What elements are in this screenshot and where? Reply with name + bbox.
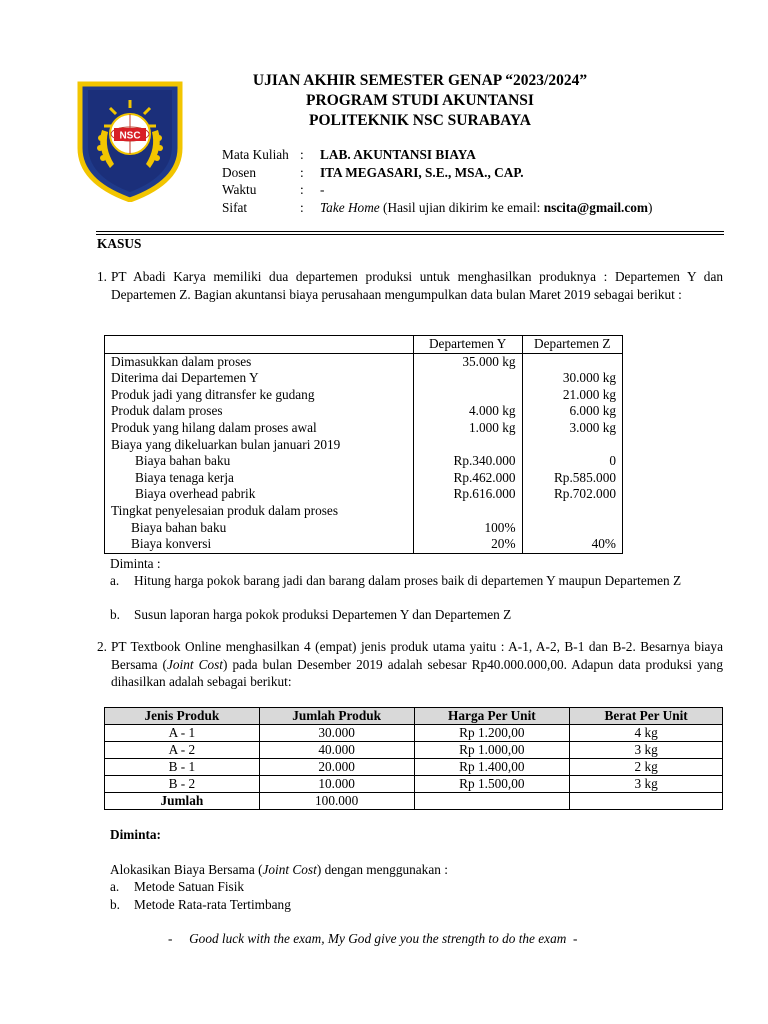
q1-task-b [110,606,723,624]
closing-dash-left: - [168,931,173,946]
total-quantity: 100.000 [259,793,414,810]
product-type: B - 2 [105,776,260,793]
question-number: 1. [97,269,107,284]
dept-y-value: 100% [413,520,522,537]
dept-z-value: Rp.585.000 [553,469,616,485]
question-2 [97,638,723,691]
closing-message [168,930,577,948]
table-header-row [105,336,623,354]
joint-cost-term: Joint Cost [166,656,223,672]
dept-z-value: 40% [591,536,616,552]
product-data-table [104,707,723,810]
logo-text: NSC [119,130,141,142]
table-row [105,503,623,520]
table-row [105,759,723,776]
unit-price: Rp 1.500,00 [414,776,570,793]
table-header-cell: Departemen Y [413,336,522,354]
info-colon: : [300,147,304,162]
table-header-cell: Harga Per Unit [414,708,570,725]
row-label: Tingkat penyelesaian produk dalam proses [111,502,338,518]
q2-text-part2: ) pada bulan Desember 2019 adalah sebesar Rp40.000.000,00. Adapun data produksi yang dihasilkan adalah sebagai berikut: [111,656,723,689]
question-number: 2. [97,639,107,654]
method-text: Metode Rata-rata Tertimbang [134,897,291,912]
q2-text-part1: PT Textbook Online menghasilkan 4 (empat) jenis produk utama yaitu : A-1, A-2, B-1 dan B-2. Besarnya biaya Bersama ( [111,639,723,672]
dept-z-value: 21.000 kg [562,386,616,402]
table-row [105,725,723,742]
info-label: Sifat [222,200,248,215]
q2-diminta: Diminta: [110,827,161,842]
product-quantity: 30.000 [259,725,414,742]
unit-price: Rp 1.000,00 [414,742,570,759]
unit-price: Rp 1.400,00 [414,759,570,776]
exam-title: UJIAN AKHIR SEMESTER GENAP “2023/2024” [252,72,588,89]
alloc-part2: ) dengan menggunakan : [316,862,448,877]
info-value: - [320,182,325,197]
table-row [105,520,623,537]
dept-z-value: 0 [609,453,616,469]
info-value: ITA MEGASARI, S.E., MSA., CAP. [320,165,524,180]
table-row [105,353,623,370]
unit-weight: 4 kg [570,725,723,742]
q2-method-b [110,896,723,914]
dept-y-value: Rp.340.000 [413,453,522,470]
empty-cell [570,793,723,810]
method-marker: a. [110,879,120,894]
product-quantity: 10.000 [259,776,414,793]
total-label: Jumlah [105,793,260,810]
q2-allocation-instruction [110,861,448,879]
table-row [105,470,623,487]
info-value [320,199,652,217]
empty-cell [414,793,570,810]
row-label: Biaya bahan baku [131,519,227,535]
table-row [105,536,623,553]
dept-z-value: 3.000 kg [569,419,616,435]
question-2-text [111,638,723,691]
joint-cost-term: Joint Cost [262,862,317,877]
dept-y-value: 1.000 kg [413,420,522,437]
table-row [105,453,623,470]
alloc-part1: Alokasikan Biaya Bersama ( [110,862,263,877]
header-divider [96,231,724,232]
task-text: Susun laporan harga pokok produksi Departemen Y dan Departemen Z [134,607,512,622]
row-label: Produk jadi yang ditransfer ke gudang [111,386,315,402]
info-value: LAB. AKUNTANSI BIAYA [320,147,476,162]
dept-y-value: 20% [413,536,522,553]
unit-weight: 3 kg [570,776,723,793]
dept-y-value: Rp.616.000 [413,486,522,503]
task-marker: a. [110,573,120,588]
row-label: Biaya yang dikeluarkan bulan januari 2019 [111,436,341,452]
info-colon: : [300,200,304,215]
unit-weight: 2 kg [570,759,723,776]
row-label: Biaya konversi [131,536,212,552]
table-total-row [105,793,723,810]
product-type: B - 1 [105,759,260,776]
product-type: A - 2 [105,742,260,759]
table-row [105,403,623,420]
table-header-cell: Jumlah Produk [259,708,414,725]
dept-y-value: 35.000 kg [413,353,522,370]
product-quantity: 20.000 [259,759,414,776]
table-row [105,420,623,437]
dept-y-value: Rp.462.000 [413,470,522,487]
row-label: Produk dalam proses [111,403,223,419]
dept-z-value [522,520,622,537]
header-divider-second [96,234,724,235]
row-label: Biaya tenaga kerja [135,469,234,485]
dept-z-value [522,437,622,454]
table-row [105,486,623,503]
dept-y-value [413,370,522,387]
dept-z-value [522,503,622,520]
email-address[interactable]: nscita@gmail.com [543,200,649,215]
dept-z-value: Rp.702.000 [553,486,616,502]
product-type: A - 1 [105,725,260,742]
dept-z-value [522,353,622,370]
row-label: Diterima dai Departemen Y [111,370,259,386]
dept-y-value [413,503,522,520]
row-label: Biaya overhead pabrik [135,486,256,502]
method-text: Metode Satuan Fisik [134,879,245,894]
product-quantity: 40.000 [259,742,414,759]
table-row [105,370,623,387]
department-data-table [104,335,623,554]
row-label: Dimasukkan dalam proses [111,353,252,369]
dept-y-value [413,387,522,404]
table-row [105,776,723,793]
table-header-cell: Jenis Produk [105,708,260,725]
task-text: Hitung harga pokok barang jadi dan barang dalam proses baik di departemen Y maupun Departemen Z [134,573,682,588]
info-label: Waktu [222,182,257,197]
table-header-row [105,708,723,725]
q2-method-a [110,878,723,896]
q1-diminta: Diminta : [110,556,161,571]
dept-y-value [413,437,522,454]
closing-text: Good luck with the exam, My God give you the strength to do the exam [189,931,567,946]
q1-task-a [110,572,723,590]
table-header-cell [105,336,414,354]
table-row [105,742,723,759]
info-colon: : [300,182,304,197]
dept-y-value: 4.000 kg [413,403,522,420]
nsc-logo [76,78,184,202]
institution-title: POLITEKNIK NSC SURABAYA [309,112,531,129]
program-title: PROGRAM STUDI AKUNTANSI [306,92,534,109]
dept-z-value: 30.000 kg [562,370,616,386]
task-marker: b. [110,607,120,622]
unit-price: Rp 1.200,00 [414,725,570,742]
info-label: Mata Kuliah [222,147,289,162]
method-marker: b. [110,897,120,912]
table-header-cell: Berat Per Unit [570,708,723,725]
row-label: Produk yang hilang dalam proses awal [111,419,317,435]
question-1-text: PT Abadi Karya memiliki dua departemen produksi untuk menghasilkan produknya : Departemen Y dan Departemen Z. Bagian akuntansi biaya perusahaan mengumpulkan data bulan Maret 2019 sebagai berikut : [111,269,723,302]
table-row [105,437,623,454]
question-1 [97,268,723,303]
info-colon: : [300,165,304,180]
dept-z-value: 6.000 kg [569,403,616,419]
take-home-text: Take Home [320,200,380,215]
row-label: Biaya bahan baku [135,453,231,469]
email-note-end: ) [648,200,653,215]
closing-dash-right: - [572,931,578,946]
unit-weight: 3 kg [570,742,723,759]
table-row [105,387,623,404]
email-note: (Hasil ujian dikirim ke email: [379,200,544,215]
info-label: Dosen [222,165,256,180]
table-header-cell: Departemen Z [522,336,622,354]
section-title: KASUS [97,236,142,251]
